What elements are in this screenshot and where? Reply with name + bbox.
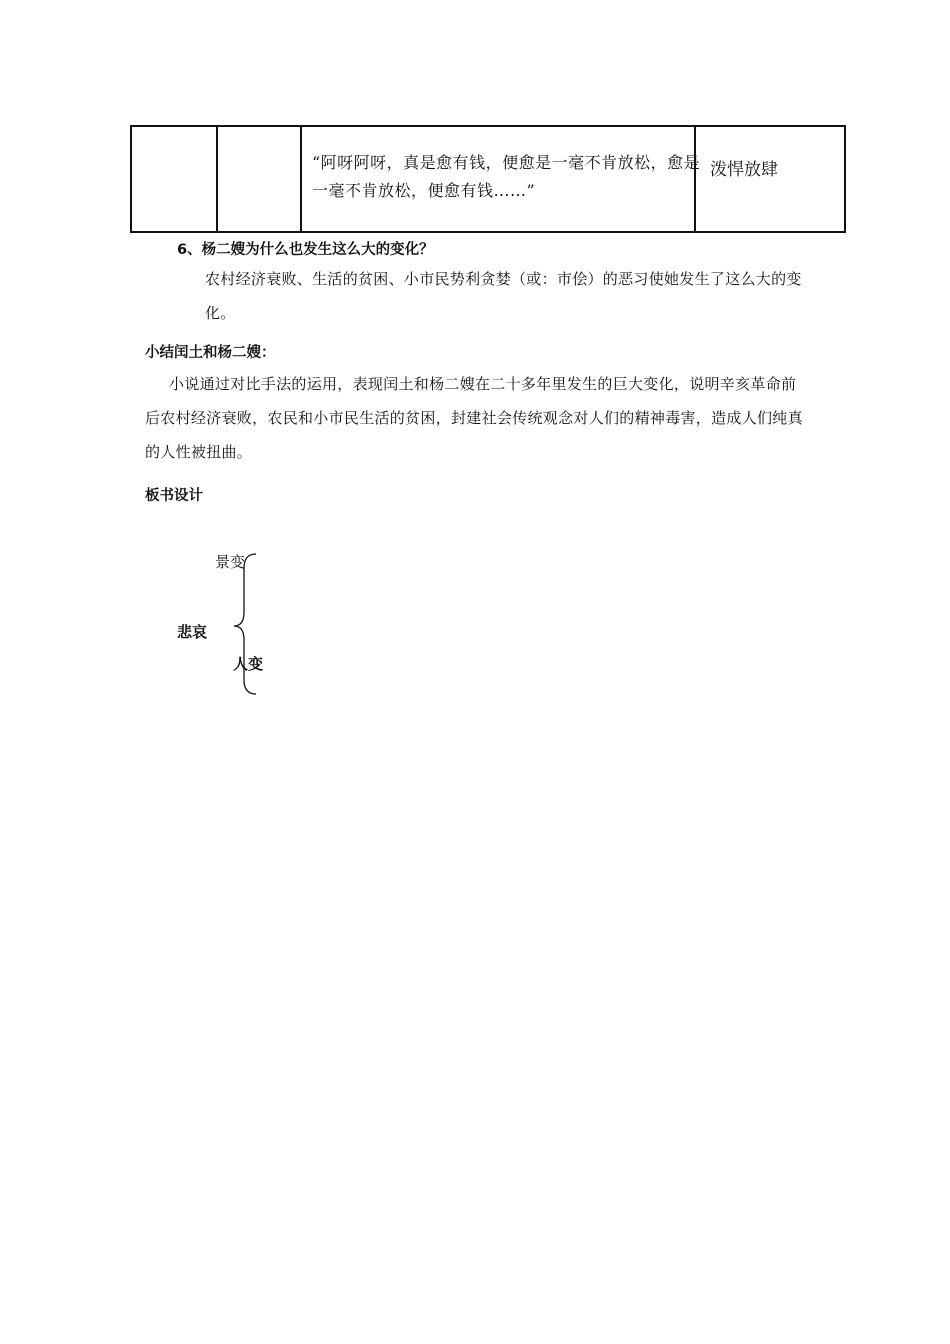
comparison-table-row bbox=[130, 125, 846, 233]
table-divider bbox=[216, 127, 218, 231]
branch-people-change: 人变 bbox=[233, 655, 264, 673]
summary-heading: 小结闰土和杨二嫂： bbox=[145, 345, 276, 361]
curly-brace bbox=[232, 548, 266, 698]
table-divider bbox=[300, 127, 302, 231]
branch-scene-change: 景变 bbox=[215, 553, 246, 571]
board-design-heading: 板书设计 bbox=[145, 488, 203, 504]
question-6-heading: 6、杨二嫂为什么也发生这么大的变化？ bbox=[177, 242, 434, 258]
question-6-answer: 农村经济衰败、生活的贫困、小市民势利贪婪（或：市侩）的恶习使她发生了这么大的变化。 bbox=[205, 270, 802, 322]
trait-cell: 泼悍放肆 bbox=[710, 160, 778, 180]
center-label-sorrow: 悲哀 bbox=[177, 623, 208, 641]
quote-cell: “阿呀阿呀，真是愈有钱，便愈是一毫不肯放松，愈是一毫不肯放松，便愈有钱……” bbox=[312, 153, 701, 200]
summary-body: 小说通过对比手法的运用，表现闰土和杨二嫂在二十多年里发生的巨大变化，说明辛亥革命前后农村经济衰败，农民和小市民生活的贫困，封建社会传统观念对人们的精神毒害，造成人们纯真的人性被扭曲。 bbox=[145, 375, 803, 461]
